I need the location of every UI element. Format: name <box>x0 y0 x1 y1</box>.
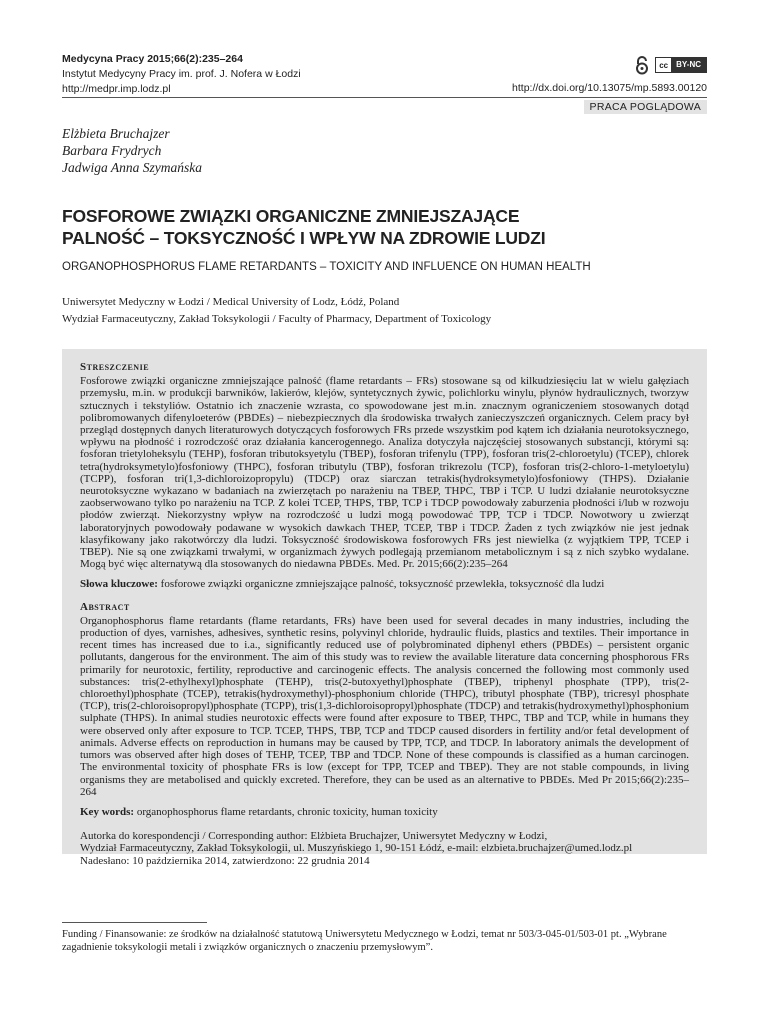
title-polish: FOSFOROWE ZWIĄZKI ORGANICZNE ZMNIEJSZAJĄCE PALNOŚĆ – TOKSYCZNOŚĆ I WPŁYW NA ZDROWIE LUDZI <box>62 206 546 248</box>
streszczenie-heading: Streszczenie <box>80 361 150 373</box>
footnote-divider <box>62 922 207 923</box>
author-3: Jadwiga Anna Szymańska <box>62 160 202 175</box>
journal-url[interactable]: http://medpr.imp.lodz.pl <box>62 83 171 95</box>
license-logos <box>512 52 707 78</box>
corr-line-1: Autorka do korespondencji / Corresponding author: Elżbieta Bruchajzer, Uniwersytet Medyczny w Łodzi, <box>80 830 548 843</box>
corr-line-3: Nadesłano: 10 października 2014, zatwierdzono: 22 grudnia 2014 <box>80 854 370 867</box>
article-type-badge: PRACA POGLĄDOWA <box>584 100 707 114</box>
keywords-pl-label: Słowa kluczowe: <box>80 578 158 591</box>
cc-by-nc-icon: cc BY-NC <box>655 57 707 73</box>
institute-name: Instytut Medycyny Pracy im. prof. J. Nofera w Łodzi <box>62 68 301 80</box>
author-list <box>62 125 202 176</box>
header-divider <box>62 97 707 98</box>
page-header <box>62 52 707 97</box>
abstract-box <box>62 349 707 867</box>
affiliation-faculty: Wydział Farmaceutyczny, Zakład Toksykologii / Faculty of Pharmacy, Department of Toxicology <box>62 313 492 325</box>
keywords-pl <box>80 578 689 590</box>
header-right <box>512 52 707 94</box>
title-english: ORGANOPHOSPHORUS FLAME RETARDANTS – TOXICITY AND INFLUENCE ON HUMAN HEALTH <box>62 261 591 273</box>
keywords-en <box>80 806 689 818</box>
keywords-pl-text: fosforowe związki organiczne zmniejszające palność, toksyczność przewlekła, toksyczność dla ludzi <box>160 578 605 591</box>
abstract-heading: Abstract <box>80 600 130 613</box>
streszczenie-text: Fosforowe związki organiczne zmniejszające palność (flame retardants – FRs) stosowane są od kilkudziesięciu lat w wielu gałęziach przemysłu, m.in. w produkcji barwników, lakierów, klejów, syntetycznych żywic, polichlorku winylu, płynów hydraulicznych, tworzyw sztucznych i tekstyliów. Ostatnio ich znaczenie wzrasta, co spowodowane jest m.in. znacznym ograniczeniem stosowanych dotąd polibromowanych difenyloeterów (PBDEs) – niebezpiecznych dla środowiska trwałych zanieczyszczeń organicznych. Celem pracy był przegląd dostępnych danych literaturowych dotyczących fosforowych FRs przede wszystkim pod kątem ich działania neurotoksycznego, wpływu na płodność i rozrodczość oraz działania kancerogennego. Analiza dotyczyła najczęściej stosowanych substancji, którymi są: fosforan trietyloheksylu (TEHP), fosforan tributoksyetylu (TBEP), fosforan trifenylu (TPP), fosforan tris(2-chloroetylu) (TCEP), chlorek tetra(hydroksymetylo)fosfoniowy (THPC), fosforan tributylu (TBP), fosforan trikrezolu (TCP), fosforan tris(2-chloro-1-metyloetylu) (TCPP), fosforan tri(1,3-dichloroizopropylu) (TDCP) oraz siarczan tetrakis(hydroksymetylo)fosfoniowy (THPS). Działanie neurotoksyczne wykazano w badaniach na zwierzętach po narażeniu na TBEP, THPC, TBP i TCP. U ludzi działanie neurotoksyczne zaobserwowano tylko po narażeniu na TCP. Z kolei TCEP, THPS, TBP, TCP i TDCP powodowały zaburzenia płodności i/lub w rozwoju płodów zwierząt. Niekorzystny wpływ na rozrodczość u ludzi mogą powodować TPP, TCP i TDCP. Nowotwory u zwierząt laboratoryjnych powodowały podawane w wysokich dawkach THEP, TCEP, TBP i TDCP. Żaden z tych związków nie jest jednak klasyfikowany jako rakotwórczy dla ludzi. Toksyczność środowiskowa fosforowych FRs jest niewielka (z wyjątkiem TPP, TCEP i TBEP). Nie są one związkami trwałymi, w organizmach żywych podlegają przemianom metabolicznym i są z nich szybko wydalane. Mogą być więc alternatywą dla stosowanych do niedawna PBDEs. Med. Pr. 2015;66(2):235–264 <box>80 375 689 571</box>
correspondence-info <box>80 830 689 867</box>
keywords-en-text: organophosphorus flame retardants, chronic toxicity, human toxicity <box>136 805 438 818</box>
open-access-icon <box>635 55 649 75</box>
journal-citation: Medycyna Pracy 2015;66(2):235–264 <box>62 53 243 65</box>
funding-note: Funding / Finansowanie: ze środków na działalność statutową Uniwersytetu Medycznego w Łodzi, temat nr 503/3-045-01/503-01 pt. „Wybrane zagadnienie toksykologii metali i związków organicznych o znaczeniu przemysłowym”. <box>62 929 667 953</box>
corr-line-2: Wydział Farmaceutyczny, Zakład Toksykologii, ul. Muszyńskiego 1, 90-151 Łódź, e-mail: elzbieta.bruchajzer@umed.lodz.pl <box>80 842 633 855</box>
affiliations <box>62 294 491 328</box>
doi-link[interactable]: http://dx.doi.org/10.13075/mp.5893.00120 <box>512 82 707 94</box>
author-2: Barbara Frydrych <box>62 143 162 158</box>
abstract-text: Organophosphorus flame retardants (flame retardants, FRs) have been used for several decades in many industries, including the production of dyes, varnishes, adhesives, synthetic resins, polyvinyl chloride, hydraulic fluids, plastics and textiles. Their importance in recent times has increased due to i.a., significantly reduced use of polybrominated diphenyl ethers (PBDEs) – persistent organic pollutants, dangerous for the environment. The aim of this study was to review the available literature data concerning phosphorous FRs primarily for neurotoxic, fertility, reproductive and carcinogenic effects. The analysis concerned the following most commonly used substances: tris(2-ethylhexyl)phosphate (TEHP), tris(2-butoxyethyl)phosphate (TBEP), triphenyl phosphate (TPP), tris(2-chloroethyl)phosphate (TCEP), tetrakis(hydroxymethyl)-phosphonium chloride (THPC), tributyl phosphate (TBP), tricresyl phosphate (TCP), tris(2-chloroisopropyl)phosphate (TCPP), tris(1,3-dichloroisopropyl)phosphate (TDCP) and tetrakis(hydroxymethyl)phosphonium sulphate (THPS). In animal studies neurotoxic effects were found after exposure to TBEP, THPC, TBP and TCP, while in humans they were observed only after exposure to TCP. TCEP, THPS, TBP, TCP and TDCP caused disorders in fertility and/or fetal development of animals. Adverse effects on reproduction in humans may be caused by TPP, TCP, and TDCP. In laboratory animals the development of tumors was observed after high doses of TEHP, TCEP, TBP and TDCP. None of these compounds is classified as a human carcinogen. The environmental toxicity of phosphate FRs is low (except for TPP, TCEP and TBEP). They are not stable compounds, in living organisms they are metabolised and quickly excreted. Therefore, they can be used as an alternative to PBDEs. Med Pr 2015;66(2):235–264 <box>80 614 689 798</box>
author-1: Elżbieta Bruchajzer <box>62 126 170 141</box>
affiliation-university: Uniwersytet Medyczny w Łodzi / Medical University of Lodz, Łódź, Poland <box>62 296 400 308</box>
keywords-en-label: Key words: <box>80 805 135 818</box>
